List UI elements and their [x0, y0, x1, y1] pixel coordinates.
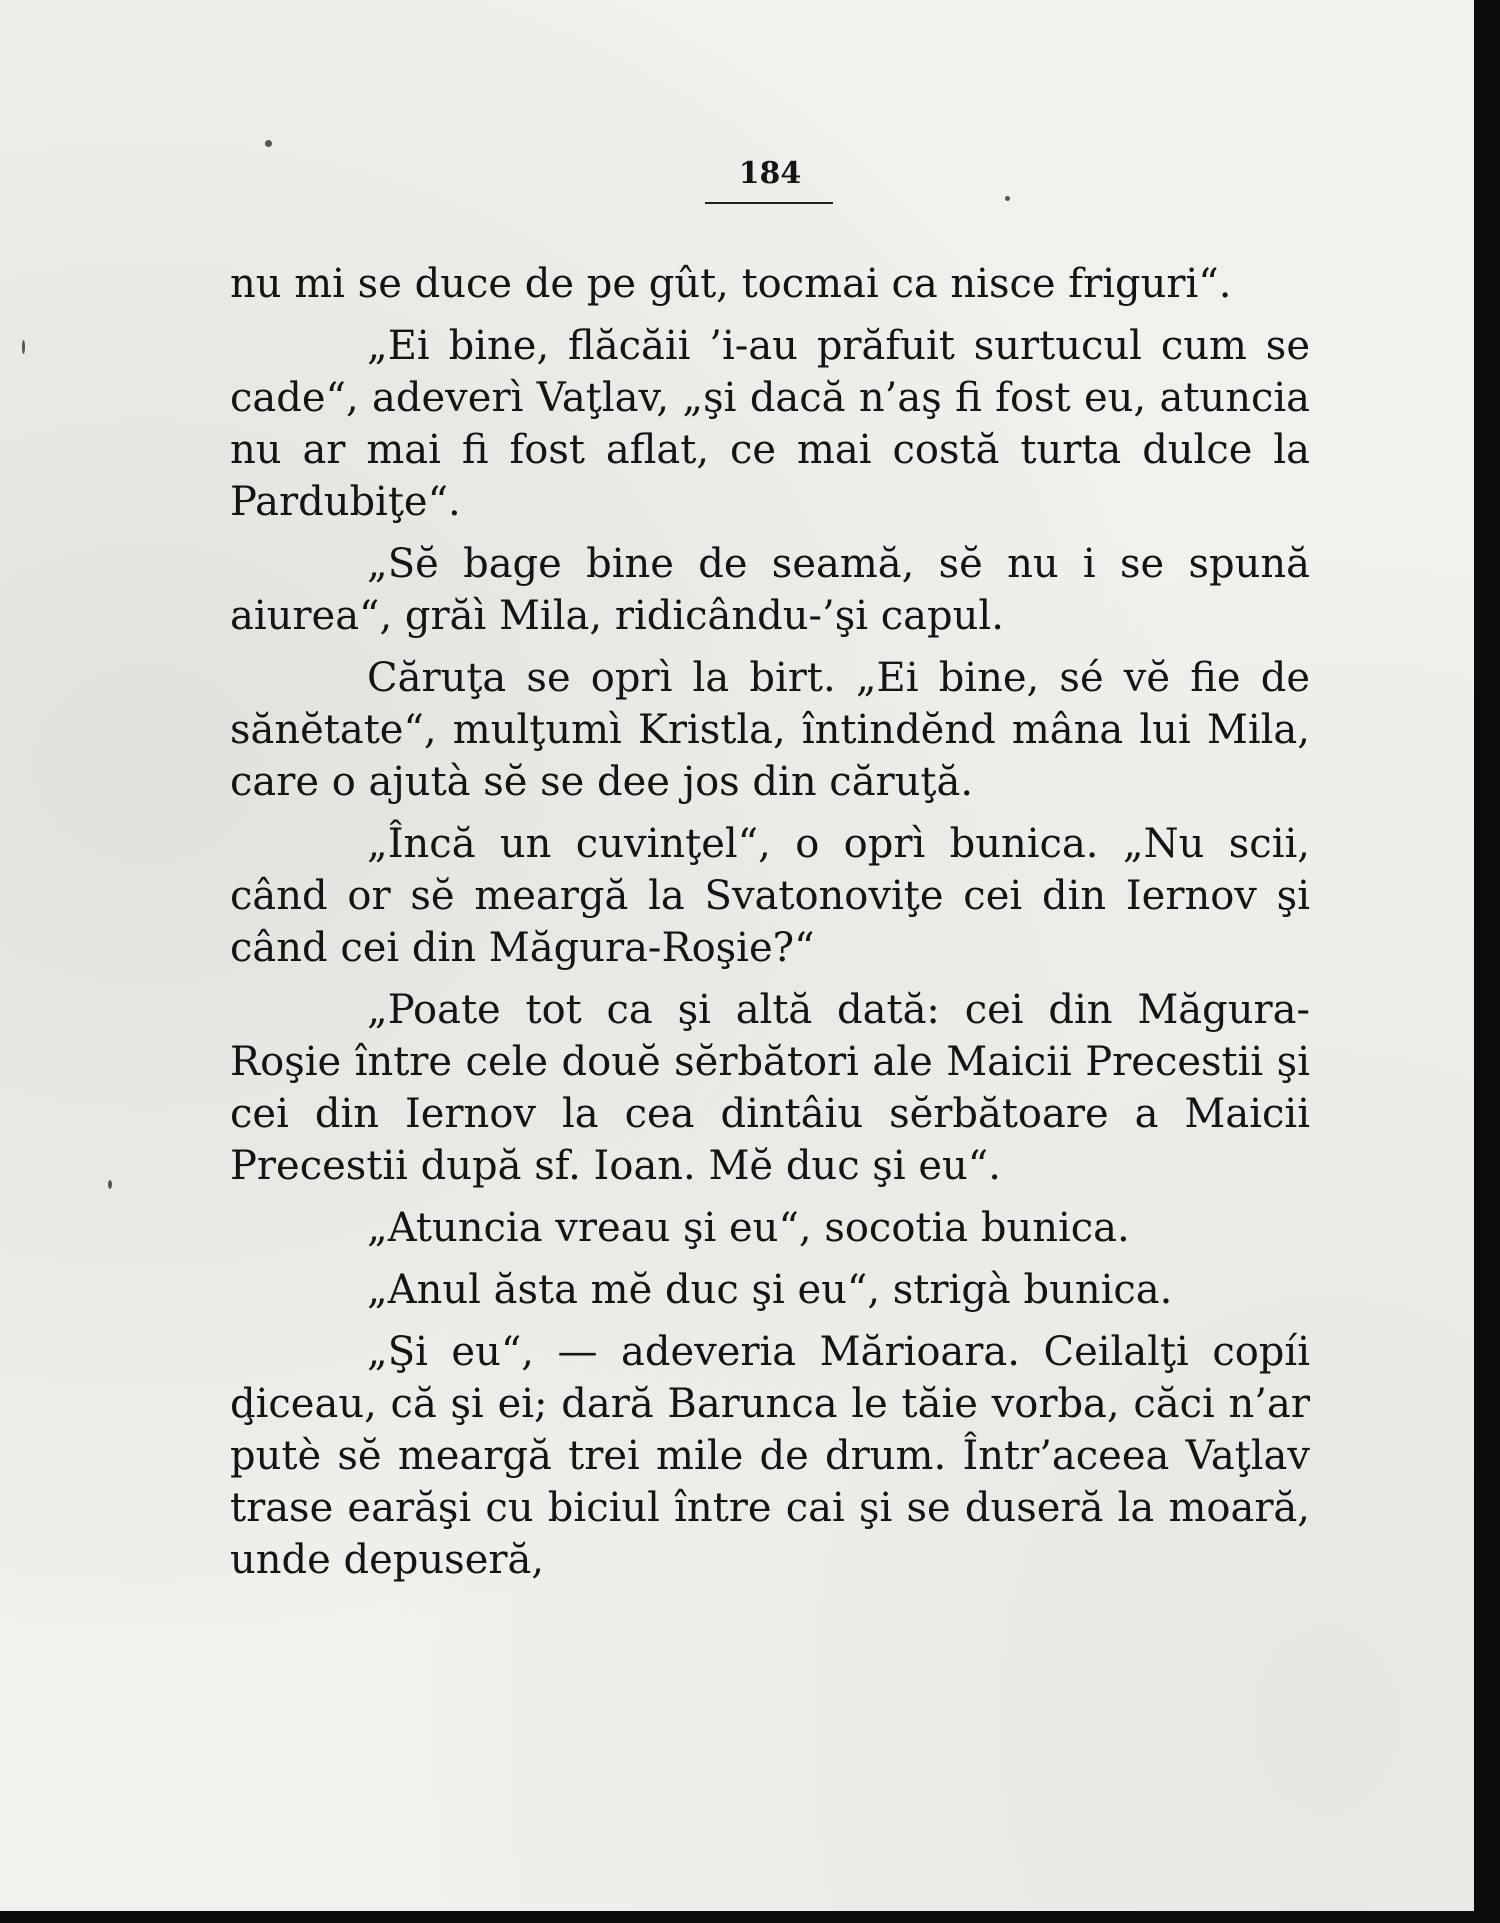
paragraph: Căruţa se oprì la birt. „Ei bine, sé vĕ fie de sănĕtate“, mulţumì Kristla, întindĕnd mâna lui Mila, care o ajutà sĕ se dee jos din căruţă. [230, 655, 1310, 805]
paper-speck [108, 1180, 112, 1189]
paragraph: „Anul ăsta mĕ duc şi eu“, strigà bunica. [367, 1267, 1173, 1313]
scan-border-bottom [0, 1911, 1500, 1923]
paragraph: nu mi se duce de pe gût, tocmai ca nisce friguri“. [230, 261, 1232, 307]
paper-speck [1005, 196, 1010, 201]
paper-speck [265, 140, 272, 147]
body-text [230, 258, 1310, 1596]
paragraph: „Încă un cuvinţel“, o oprì bunica. „Nu scii, când or sĕ meargă la Svatonoviţe cei din Iernov şi când cei din Măgura-Roşie?“ [230, 821, 1310, 971]
paragraph: „Şi eu“, — adeveria Mărioara. Ceilalţi copíi ḑiceau, că şi ei; dară Barunca le tăie vorba, căci n’ar putè sĕ meargă trei mile de drum. Într’aceea Vaţlav trase earăşi cu biciul între cai şi se duseră la moară, unde depuseră, [230, 1329, 1310, 1583]
paragraph: „Sĕ bage bine de seamă, sĕ nu i se spună aiurea“, grăì Mila, ridicându-’şi capul. [230, 541, 1310, 639]
page-number: 184 [738, 156, 802, 191]
scan-border-right [1474, 0, 1500, 1923]
paragraph: „Poate tot ca şi altă dată: cei din Măgura-Roşie între cele douĕ sĕrbători ale Maicii Precestii şi cei din Iernov la cea dintâiu sĕrbătoare a Maicii Precestii după sf. Ioan. Mĕ duc şi eu“. [230, 987, 1310, 1189]
paper-speck [22, 340, 25, 354]
paragraph: „Atuncia vreau şi eu“, socotia bunica. [367, 1205, 1130, 1251]
paragraph: „Ei bine, flăcăii ’i-au prăfuit surtucul cum se cade“, adeverì Vaţlav, „şi dacă n’aş fi fost eu, atuncia nu ar mai fi fost aflat, ce mai costă turta dulce la Pardubiţe“. [230, 323, 1310, 525]
page-number-rule [705, 202, 833, 204]
